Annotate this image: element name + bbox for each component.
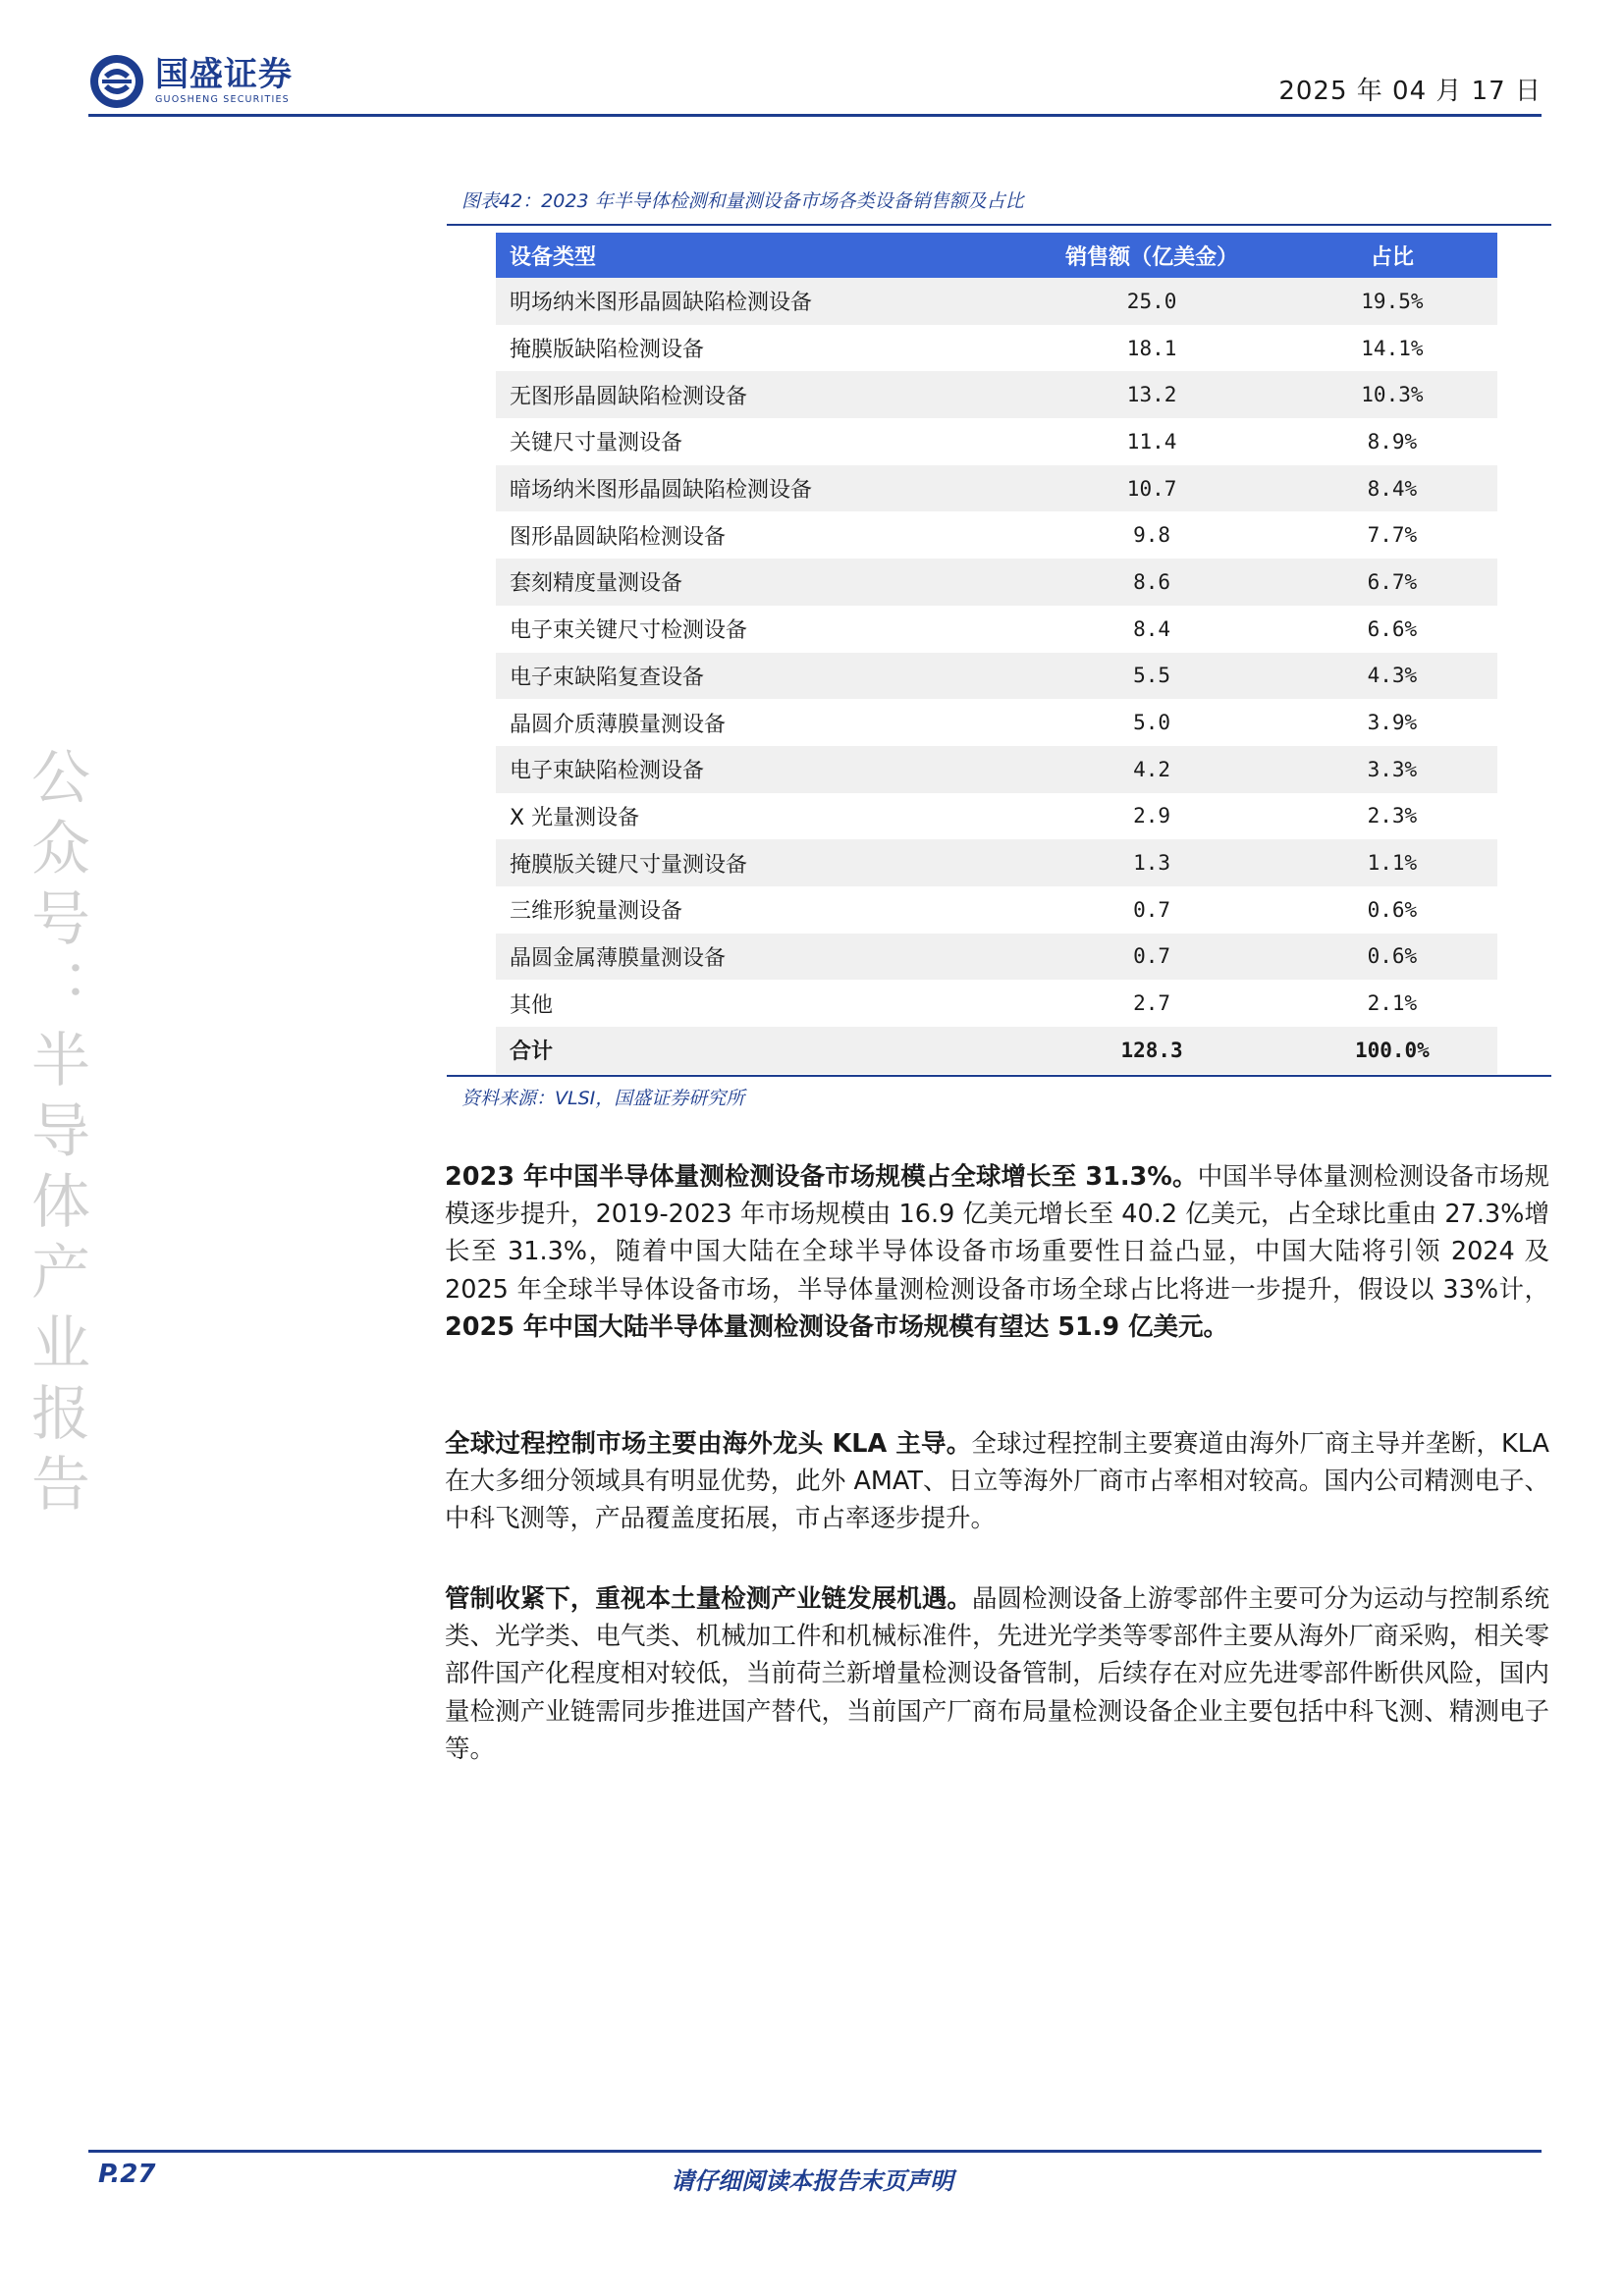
table-row — [496, 278, 1497, 325]
table-row — [496, 371, 1497, 418]
table-row — [496, 606, 1497, 653]
cell-sales: 2.9 — [1016, 793, 1286, 840]
cell-total-sales: 128.3 — [1016, 1027, 1286, 1074]
cell-share: 8.9% — [1287, 418, 1497, 465]
table-row — [496, 465, 1497, 512]
report-date: 2025 年 04 月 17 日 — [1278, 77, 1542, 106]
paragraph-localization — [445, 1580, 1549, 1768]
paragraph-conclusion: 2025 年中国大陆半导体量测检测设备市场规模有望达 51.9 亿美元。 — [445, 1311, 1229, 1342]
cell-sales: 0.7 — [1016, 886, 1286, 934]
cell-share: 1.1% — [1287, 839, 1497, 886]
cell-share: 14.1% — [1287, 325, 1497, 372]
brand-logo — [88, 47, 344, 116]
cell-type: 电子束缺陷复查设备 — [496, 653, 1016, 700]
cell-share: 6.7% — [1287, 559, 1497, 606]
column-header-share: 占比 — [1287, 233, 1497, 278]
paragraph-body: 晶圆检测设备上游零部件主要可分为运动与控制系统类、光学类、电气类、机械加工件和机械标准件，先进光学类等零部件主要从海外厂商采购，相关零部件国产化程度相对较低，当前荷兰新增量检测设备管制，后续存在对应先进零部件断供风险，国内量检测产业链需同步推进国产替代，当前国产厂商布局量检测设备企业主要包括中科飞测、精测电子等。 — [445, 1584, 1549, 1764]
cell-share: 6.6% — [1287, 606, 1497, 653]
cell-sales: 10.7 — [1016, 465, 1286, 512]
cell-share: 10.3% — [1287, 371, 1497, 418]
cell-type: 暗场纳米图形晶圆缺陷检测设备 — [496, 465, 1016, 512]
paragraph-lead: 全球过程控制市场主要由海外龙头 KLA 主导。 — [445, 1429, 972, 1459]
cell-total-share: 100.0% — [1287, 1027, 1497, 1074]
table-row — [496, 793, 1497, 840]
cell-share: 7.7% — [1287, 511, 1497, 559]
watermark: 公众号：半导体产业报告 — [22, 746, 90, 1523]
table-row — [496, 418, 1497, 465]
cell-sales: 18.1 — [1016, 325, 1286, 372]
guosheng-logo-icon — [88, 53, 145, 110]
table-row — [496, 746, 1497, 793]
column-header-type: 设备类型 — [496, 233, 1016, 278]
header-divider — [88, 114, 1542, 117]
cell-share: 2.3% — [1287, 793, 1497, 840]
cell-share: 0.6% — [1287, 934, 1497, 981]
figure-bottom-rule — [447, 1075, 1551, 1077]
table-row — [496, 559, 1497, 606]
cell-type: 关键尺寸量测设备 — [496, 418, 1016, 465]
cell-share: 2.1% — [1287, 980, 1497, 1027]
paragraph-lead: 管制收紧下，重视本土量检测产业链发展机遇。 — [445, 1584, 972, 1614]
cell-type: 套刻精度量测设备 — [496, 559, 1016, 606]
paragraph-kla-dominance — [445, 1425, 1549, 1538]
figure-title: 图表42：2023 年半导体检测和量测设备市场各类设备销售额及占比 — [461, 190, 1024, 212]
figure-source: 资料来源：VLSI，国盛证券研究所 — [461, 1088, 745, 1109]
cell-sales: 25.0 — [1016, 278, 1286, 325]
cell-share: 3.3% — [1287, 746, 1497, 793]
cell-type: 电子束关键尺寸检测设备 — [496, 606, 1016, 653]
table-row — [496, 325, 1497, 372]
cell-share: 0.6% — [1287, 886, 1497, 934]
cell-sales: 5.5 — [1016, 653, 1286, 700]
table-row — [496, 511, 1497, 559]
cell-type: 三维形貌量测设备 — [496, 886, 1016, 934]
brand-name-en: GUOSHENG SECURITIES — [155, 94, 290, 105]
cell-sales: 5.0 — [1016, 699, 1286, 746]
cell-sales: 2.7 — [1016, 980, 1286, 1027]
column-header-sales: 销售额（亿美金） — [1016, 233, 1286, 278]
cell-type: 明场纳米图形晶圆缺陷检测设备 — [496, 278, 1016, 325]
cell-type: 掩膜版关键尺寸量测设备 — [496, 839, 1016, 886]
cell-type: 无图形晶圆缺陷检测设备 — [496, 371, 1016, 418]
table-row — [496, 934, 1497, 981]
cell-sales: 1.3 — [1016, 839, 1286, 886]
paragraph-lead: 2023 年中国半导体量测检测设备市场规模占全球增长至 31.3%。 — [445, 1162, 1198, 1192]
cell-type: 晶圆介质薄膜量测设备 — [496, 699, 1016, 746]
cell-sales: 9.8 — [1016, 511, 1286, 559]
figure-top-rule — [447, 224, 1551, 226]
equipment-sales-table — [496, 233, 1497, 1074]
cell-type: 晶圆金属薄膜量测设备 — [496, 934, 1016, 981]
footer-divider — [88, 2150, 1542, 2153]
table-row — [496, 980, 1497, 1027]
table-row — [496, 839, 1497, 886]
brand-name-cn: 国盛证券 — [155, 55, 293, 94]
cell-sales: 8.4 — [1016, 606, 1286, 653]
cell-share: 4.3% — [1287, 653, 1497, 700]
cell-type: 电子束缺陷检测设备 — [496, 746, 1016, 793]
paragraph-body: 全球过程控制主要赛道由海外厂商主导并垄断，KLA 在大多细分领域具有明显优势，此外 AMAT、日立等海外厂商市占率相对较高。国内公司精测电子、中科飞测等，产品覆盖度拓展，市占率逐步提升。 — [445, 1429, 1549, 1534]
cell-sales: 8.6 — [1016, 559, 1286, 606]
table-total-row — [496, 1027, 1497, 1074]
cell-share: 3.9% — [1287, 699, 1497, 746]
cell-type: 掩膜版缺陷检测设备 — [496, 325, 1016, 372]
cell-sales: 11.4 — [1016, 418, 1286, 465]
cell-type: 图形晶圆缺陷检测设备 — [496, 511, 1016, 559]
cell-total-label: 合计 — [496, 1027, 1016, 1074]
paragraph-body: 中国半导体量测检测设备市场规模逐步提升，2019-2023 年市场规模由 16.9 亿美元增长至 40.2 亿美元，占全球比重由 27.3%增长至 31.3%，随着中国大陆在全球半导体设备市场重要性日益凸显，中国大陆将引领 2024 及 2025 年全球半导体设备市场，半导体量测检测设备市场全球占比将进一步提升，假设以 33%计， — [445, 1162, 1549, 1305]
paragraph-market-size — [445, 1158, 1549, 1346]
cell-share: 19.5% — [1287, 278, 1497, 325]
cell-sales: 4.2 — [1016, 746, 1286, 793]
table-header-row — [496, 233, 1497, 278]
table-row — [496, 886, 1497, 934]
page-number: P.27 — [98, 2160, 156, 2189]
cell-type: X 光量测设备 — [496, 793, 1016, 840]
table-body — [496, 278, 1497, 1074]
cell-sales: 0.7 — [1016, 934, 1286, 981]
cell-share: 8.4% — [1287, 465, 1497, 512]
page-header — [88, 47, 1542, 118]
table-row — [496, 699, 1497, 746]
disclaimer-note: 请仔细阅读本报告末页声明 — [671, 2167, 953, 2195]
table-row — [496, 653, 1497, 700]
cell-sales: 13.2 — [1016, 371, 1286, 418]
cell-type: 其他 — [496, 980, 1016, 1027]
